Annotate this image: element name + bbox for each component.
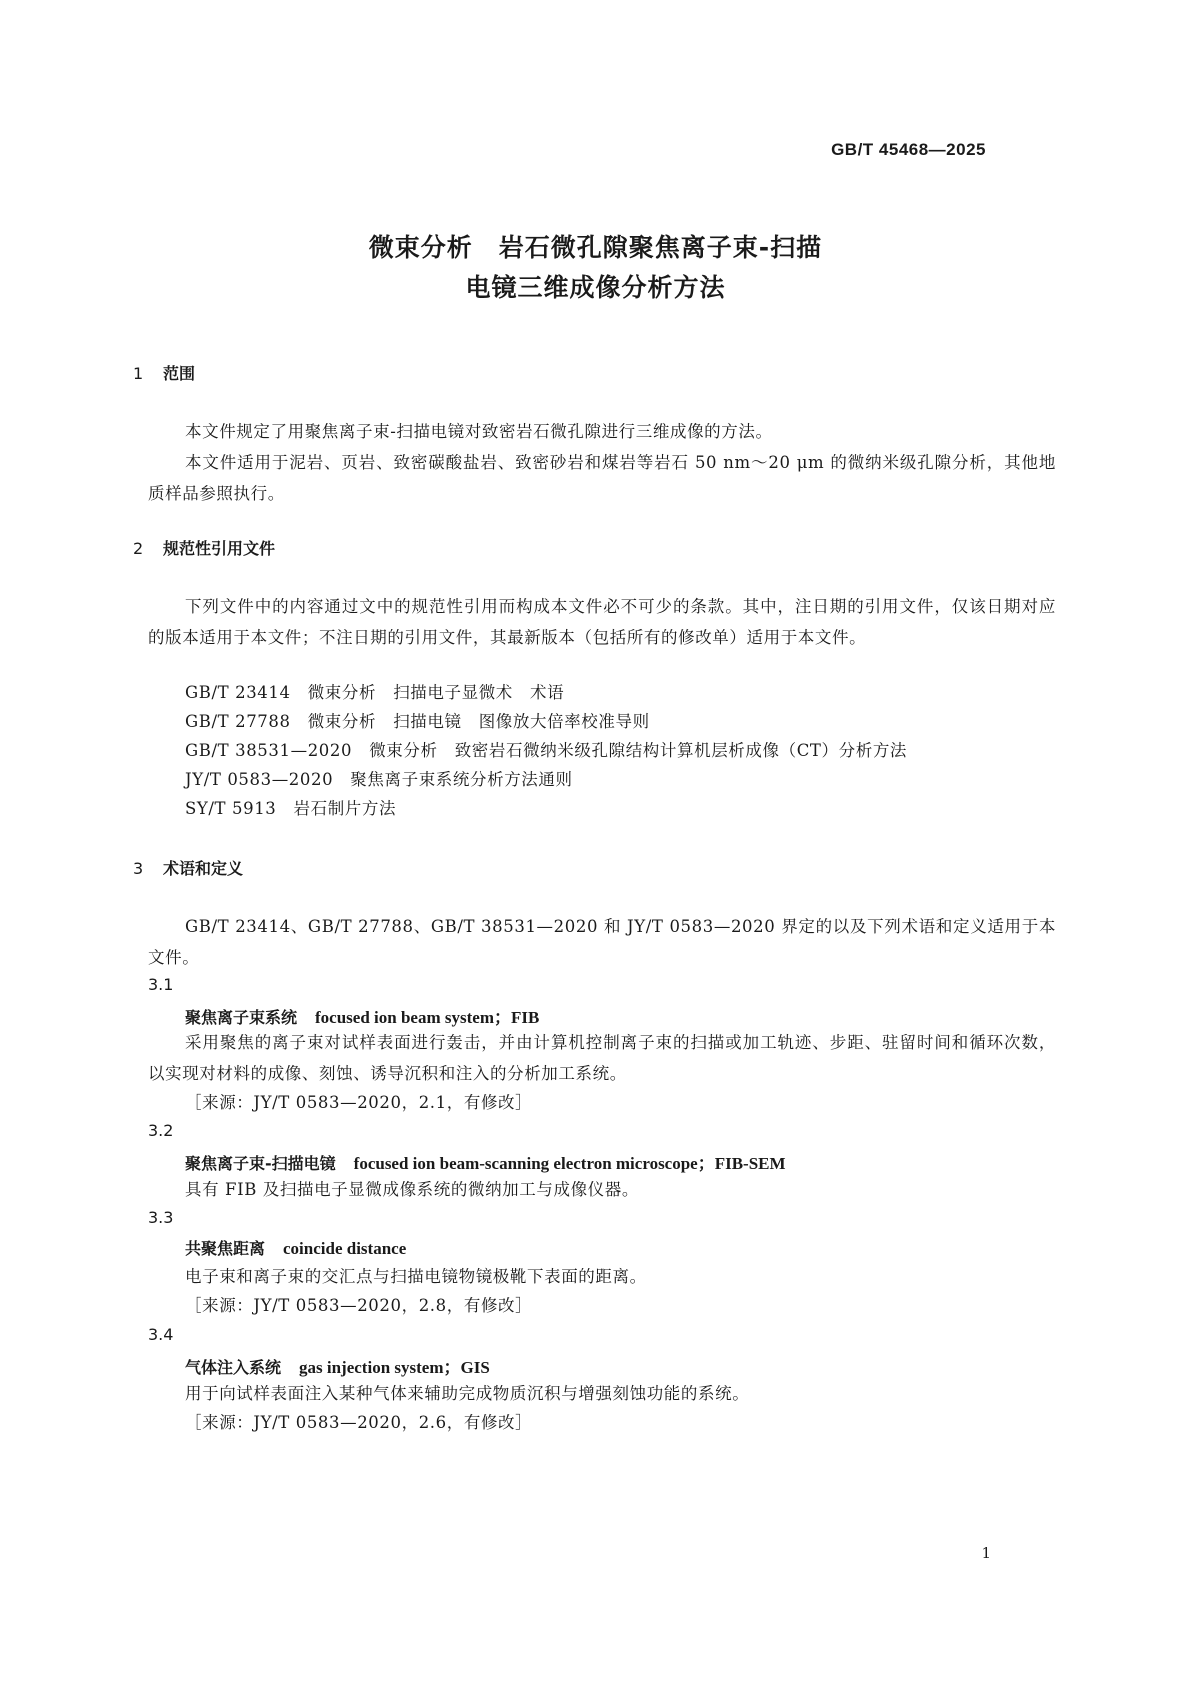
term-source: ［来源：JY/T 0583—2020，2.1，有修改］ [185,1093,533,1112]
term-source: ［来源：JY/T 0583—2020，2.8，有修改］ [185,1296,533,1315]
term-definition: 具有 FIB 及扫描电子显微成像系统的微纳加工与成像仪器。 [185,1180,639,1199]
section-3-paragraph-1: GB/T 23414、GB/T 27788、GB/T 38531—2020 和 JY/T 0583—2020 界定的以及下列术语和定义适用于本文件。 [148,917,1056,967]
term-english: focused ion beam-scanning electron microscope；FIB-SEM [353,1154,786,1173]
section-title: 范围 [163,364,196,383]
section-title: 术语和定义 [163,859,244,878]
section-number: 2 [133,539,144,558]
section-1-paragraph-2: 本文件适用于泥岩、页岩、致密碳酸盐岩、致密砂岩和煤岩等岩石 50 nm～20 μm 的微纳米级孔隙分析，其他地质样品参照执行。 [148,453,1056,503]
term-definition: 采用聚焦的离子束对试样表面进行轰击，并由计算机控制离子束的扫描或加工轨迹、步距、驻留时间和循环次数，以实现对材料的成像、刻蚀、诱导沉积和注入的分析加工系统。 [148,1033,1056,1083]
term-heading [185,1003,539,1028]
term-heading [185,1149,786,1174]
section-number: 1 [133,364,144,383]
term-heading [185,1236,406,1259]
section-1-paragraph-1: 本文件规定了用聚焦离子束-扫描电镜对致密岩石微孔隙进行三维成像的方法。 [185,422,773,441]
section-3-heading [133,856,243,879]
document-title-line-2: 电镜三维成像分析方法 [465,273,726,302]
term-number: 3.1 [148,975,174,994]
term-english: gas injection system；GIS [299,1358,490,1377]
term-chinese: 聚焦离子束-扫描电镜 [185,1154,336,1173]
section-2-paragraph-1: 下列文件中的内容通过文中的规范性引用而构成本文件必不可少的条款。其中，注日期的引用文件，仅该日期对应的版本适用于本文件；不注日期的引用文件，其最新版本（包括所有的修改单）适用于本文件。 [148,597,1056,647]
term-chinese: 聚焦离子束系统 [185,1008,298,1027]
term-chinese: 共聚焦距离 [185,1239,266,1258]
reference-item: SY/T 5913 岩石制片方法 [185,799,397,818]
section-number: 3 [133,859,144,878]
term-number: 3.4 [148,1325,174,1344]
reference-item: JY/T 0583—2020 聚焦离子束系统分析方法通则 [185,770,573,789]
term-english: focused ion beam system；FIB [315,1008,540,1027]
term-number: 3.3 [148,1208,174,1227]
term-definition: 用于向试样表面注入某种气体来辅助完成物质沉积与增强刻蚀功能的系统。 [185,1384,750,1403]
term-number: 3.2 [148,1121,174,1140]
page-number: 1 [981,1544,991,1562]
reference-item: GB/T 38531—2020 微束分析 致密岩石微纳米级孔隙结构计算机层析成像（CT）分析方法 [185,741,908,760]
term-heading [185,1353,490,1378]
reference-item: GB/T 23414 微束分析 扫描电子显微术 术语 [185,683,565,702]
section-2-heading [133,536,275,559]
term-english: coincide distance [283,1239,407,1258]
term-definition: 电子束和离子束的交汇点与扫描电镜物镜极靴下表面的距离。 [185,1267,647,1286]
section-1-heading [133,361,195,384]
section-title: 规范性引用文件 [163,539,276,558]
document-title-line-1: 微束分析 岩石微孔隙聚焦离子束-扫描 [368,233,823,262]
term-chinese: 气体注入系统 [185,1358,282,1377]
standard-code: GB/T 45468—2025 [831,140,986,159]
term-source: ［来源：JY/T 0583—2020，2.6，有修改］ [185,1413,533,1432]
reference-item: GB/T 27788 微束分析 扫描电镜 图像放大倍率校准导则 [185,712,650,731]
